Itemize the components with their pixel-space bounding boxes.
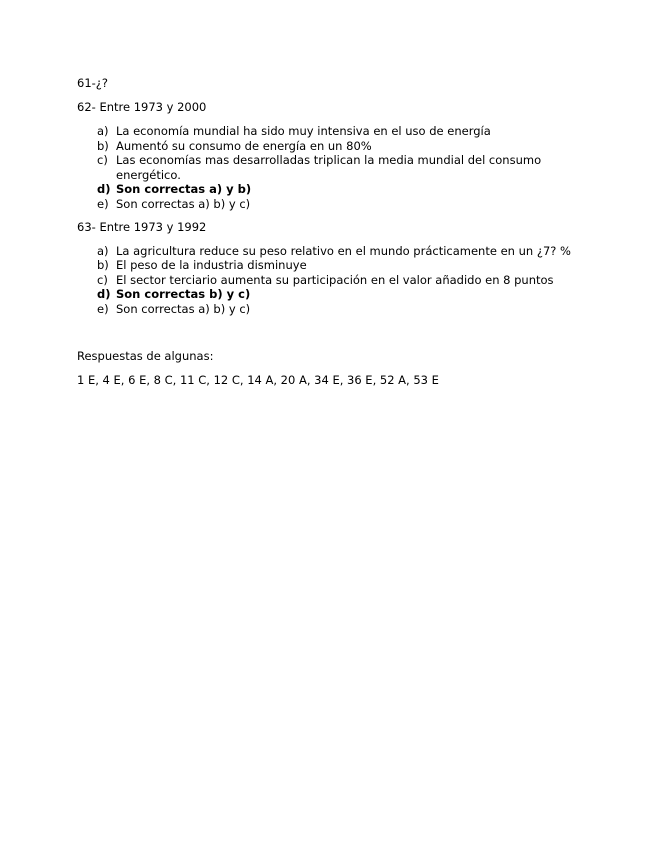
question-62 [77,100,577,212]
option-item [97,153,577,182]
question-title: 62- Entre 1973 y 2000 [77,100,207,114]
option-text: Son correctas a) y b) [116,182,252,197]
option-label: a) [97,243,109,258]
option-item-correct [97,182,577,197]
document-page [77,76,577,388]
option-item [97,124,577,139]
option-text: Las economías mas desarrolladas triplican la media mundial del consumo energético. [116,153,542,182]
answers-section [77,349,577,388]
question-title: 61-¿? [77,76,108,90]
option-text: La economía mundial ha sido muy intensiva en el uso de energía [116,124,491,138]
option-text: Son correctas a) b) y c) [116,196,251,211]
option-label: a) [97,124,109,138]
option-item [97,258,577,273]
option-item [97,244,577,259]
option-label: b) [97,138,109,153]
answers-heading: Respuestas de algunas: [77,348,214,363]
option-item [97,139,577,154]
option-list [77,244,577,317]
option-label: c) [97,153,108,168]
option-text: Son correctas a) b) y c) [116,301,251,316]
option-label: b) [97,258,109,273]
question-61 [77,76,577,91]
option-text: El sector terciario aumenta su participación en el valor añadido en 8 puntos [116,272,554,287]
question-63 [77,220,577,317]
option-text: Aumentó su consumo de energía en un 80% [116,138,372,153]
option-item [97,197,577,212]
option-text: La agricultura reduce su peso relativo en el mundo prácticamente en un ¿7? % [116,243,571,258]
answers-list: 1 E, 4 E, 6 E, 8 C, 11 C, 12 C, 14 A, 20 A, 34 E, 36 E, 52 A, 53 E [77,372,439,387]
option-text: Son correctas b) y c) [116,287,251,302]
option-label: e) [97,196,109,211]
option-item-correct [97,287,577,302]
option-list [77,124,577,212]
question-title: 63- Entre 1973 y 1992 [77,219,207,234]
option-label: e) [97,301,109,316]
option-text: El peso de la industria disminuye [116,258,307,273]
option-item [97,302,577,317]
option-label: d) [97,287,111,302]
option-item [97,273,577,288]
option-label: d) [97,182,111,197]
option-label: c) [97,272,108,287]
